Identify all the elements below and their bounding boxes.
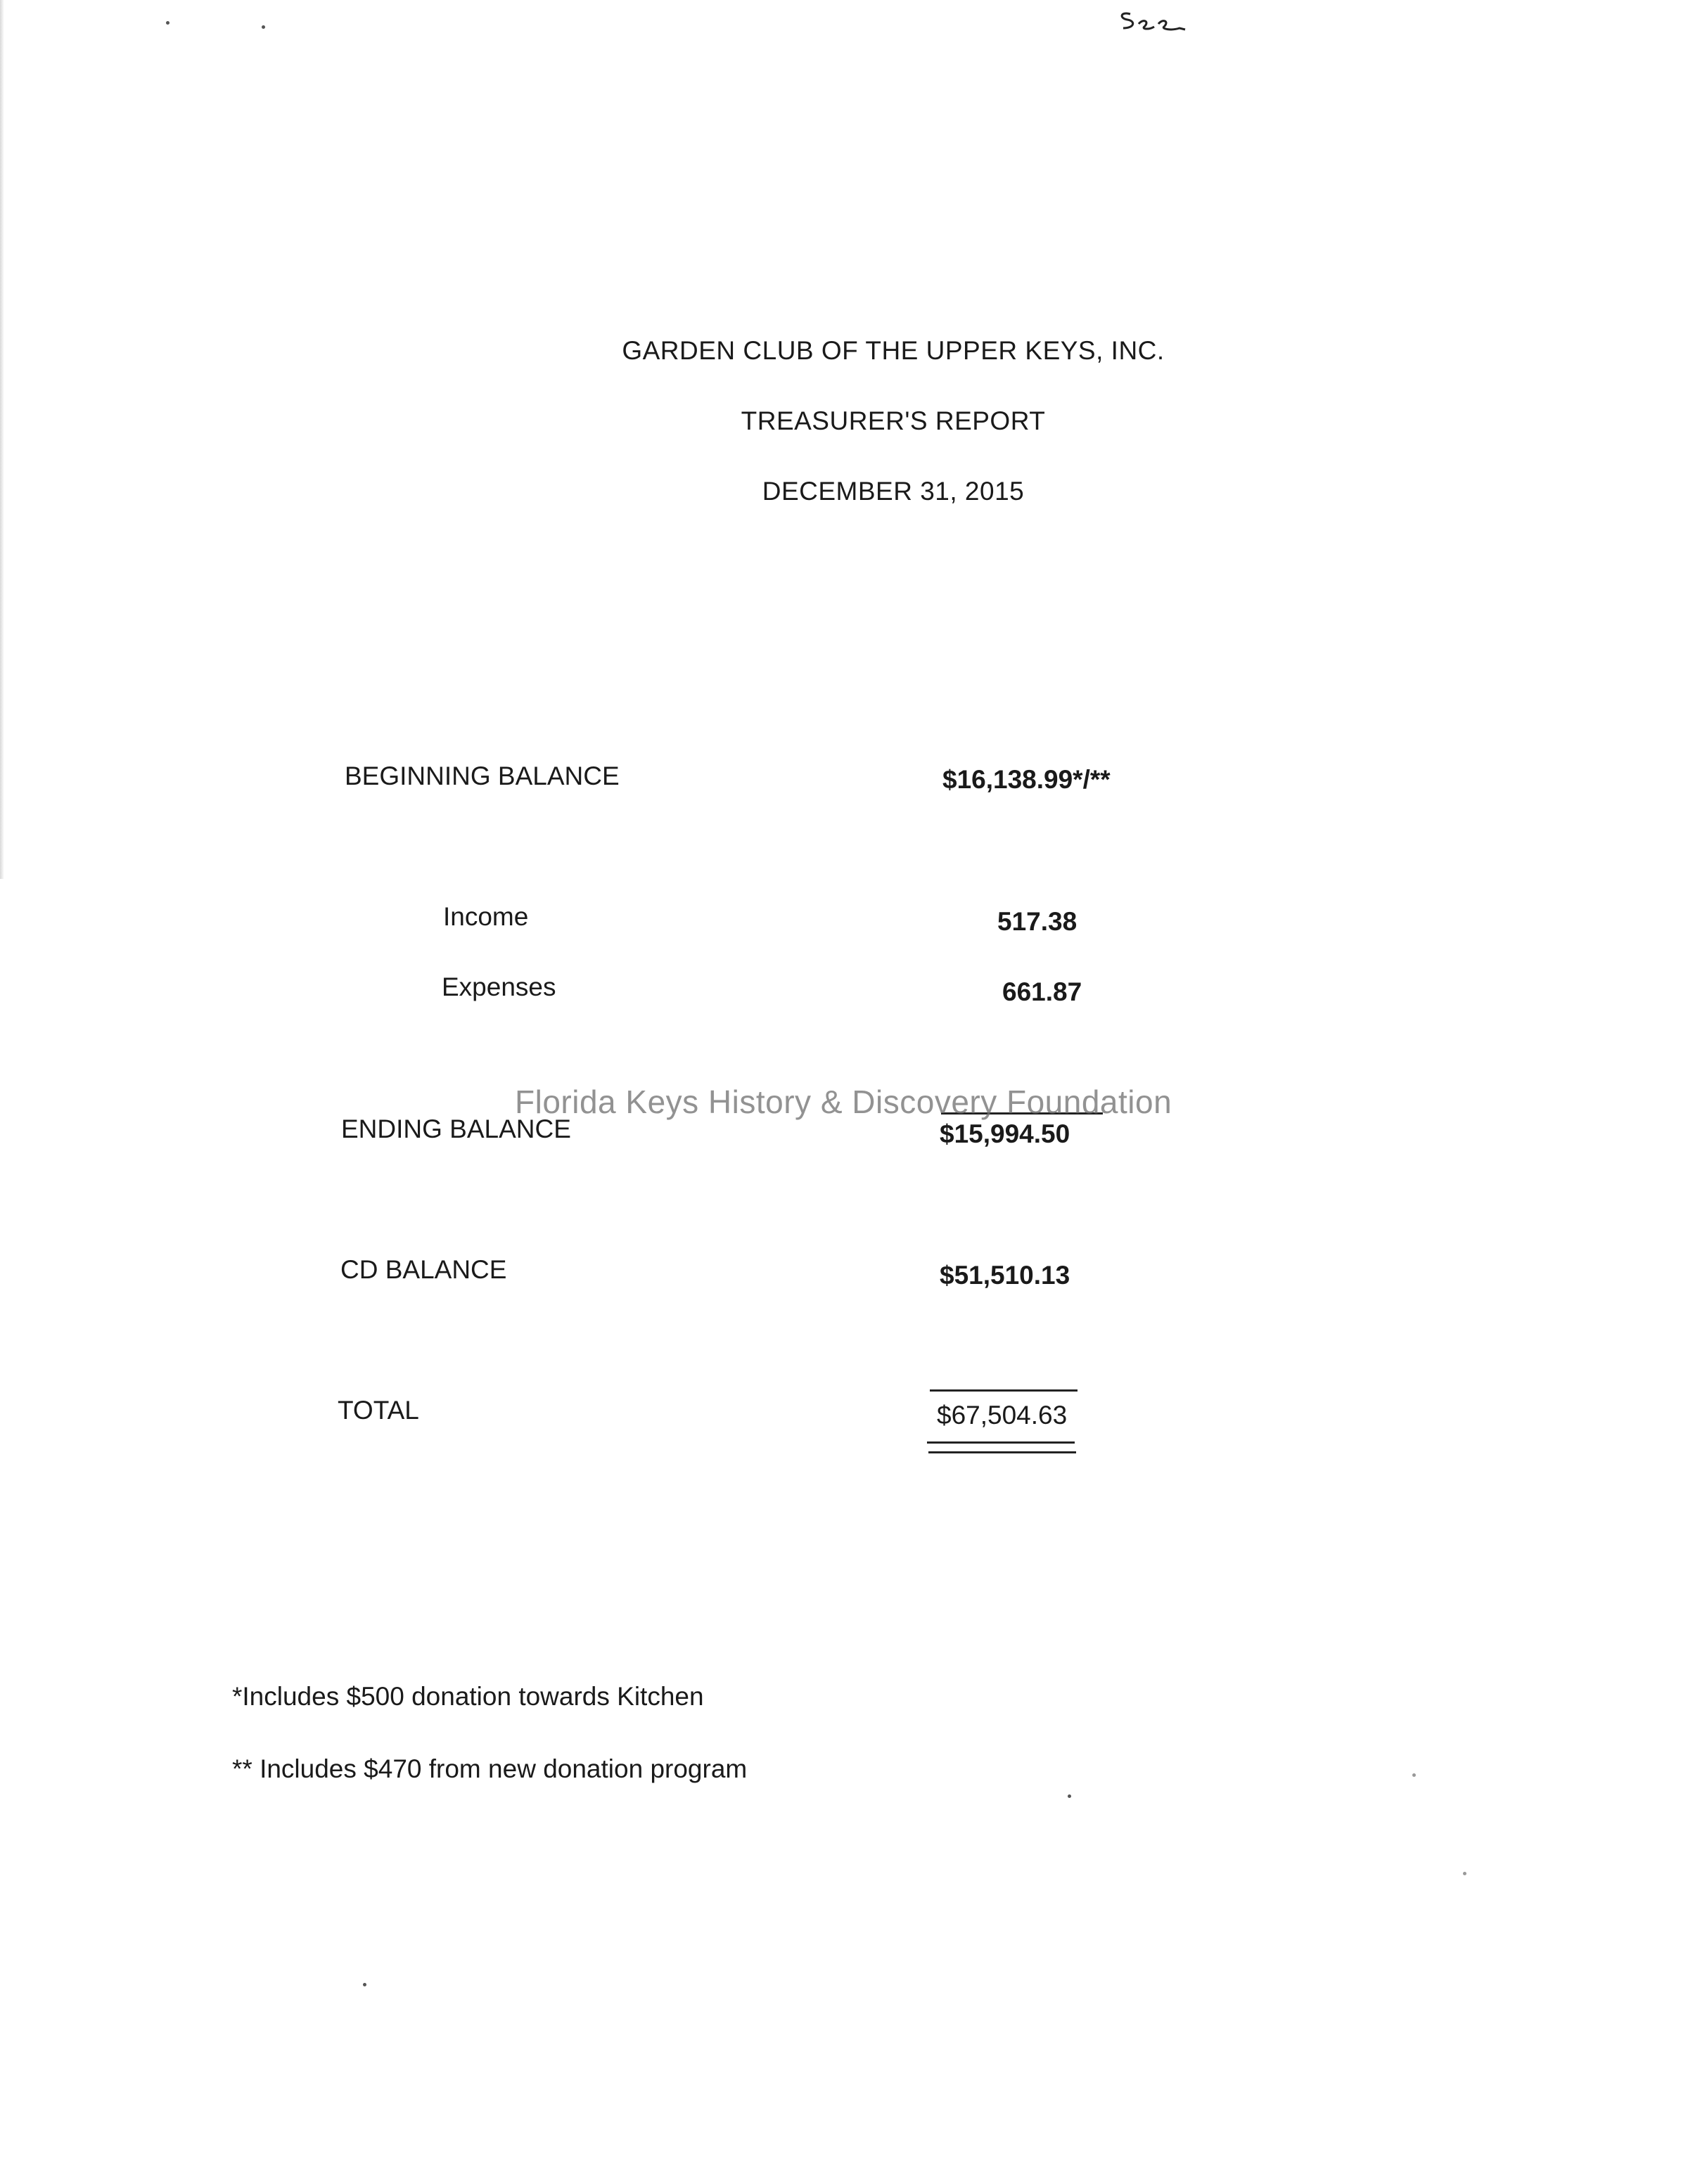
organization-name: GARDEN CLUB OF THE UPPER KEYS, INC. [622,336,1165,365]
handwritten-note-signature [1115,7,1192,35]
cd-balance-value: $51,510.13 [940,1261,1070,1290]
total-double-underline-2 [928,1451,1076,1453]
scan-speck [262,25,265,29]
expenses-label: Expenses [442,972,556,1001]
scan-speck [1463,1872,1466,1875]
total-value: $67,504.63 [937,1401,1068,1430]
total-label: TOTAL [338,1396,419,1425]
watermark: Florida Keys History & Discovery Foundation [515,1084,1172,1120]
report-date: DECEMBER 31, 2015 [762,477,1025,506]
footnote-1: *Includes $500 donation towards Kitchen [232,1682,704,1711]
beginning-balance-value: $16,138.99*/** [942,765,1111,794]
expenses-value: 661.87 [1002,977,1082,1006]
footnote-2: ** Includes $470 from new donation program [232,1754,748,1783]
cd-balance-label: CD BALANCE [340,1255,507,1284]
ending-balance-label: ENDING BALANCE [341,1115,571,1143]
scan-page-edge [0,0,4,879]
beginning-balance-label: BEGINNING BALANCE [345,762,620,790]
income-value: 517.38 [997,907,1078,936]
scan-speck [1412,1773,1416,1777]
report-title: TREASURER'S REPORT [741,406,1046,435]
total-top-rule [930,1389,1078,1392]
scan-speck [363,1983,366,1986]
income-label: Income [443,902,529,931]
scan-speck [1068,1794,1071,1798]
ending-balance-value: $15,994.50 [940,1119,1070,1148]
total-double-underline-1 [927,1441,1075,1444]
scan-speck [166,21,170,25]
